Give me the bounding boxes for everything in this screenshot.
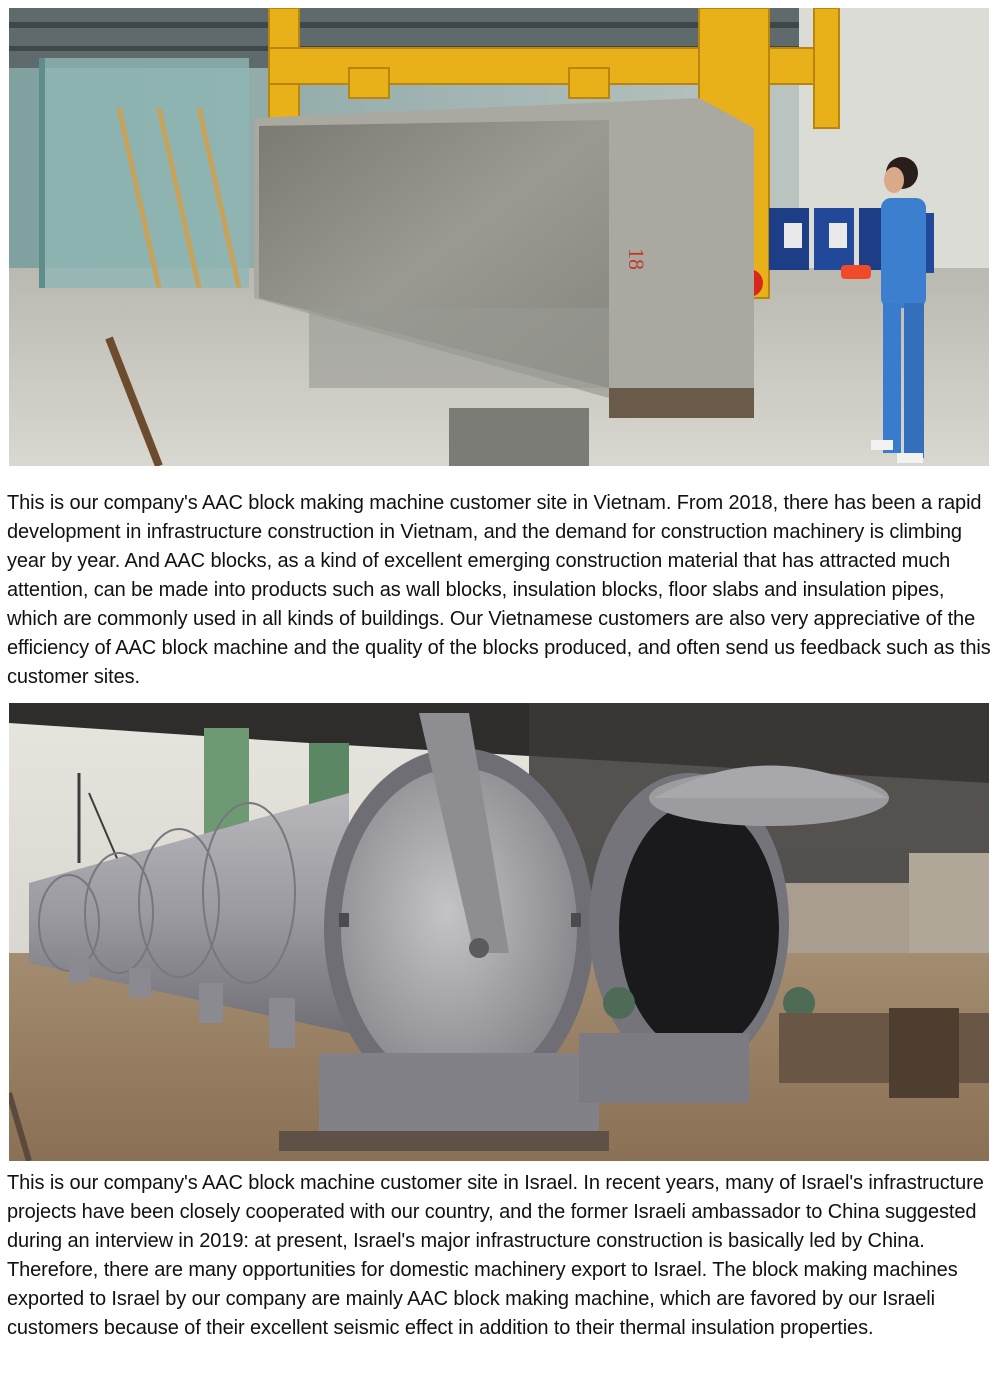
israel-site-photo bbox=[9, 703, 989, 1161]
block-marking: 18 bbox=[624, 248, 649, 270]
vietnam-site-photo bbox=[9, 8, 989, 466]
israel-caption: This is our company's AAC block machine customer site in Israel. In recent years, many of Israel's infrastructure projects have been closely cooperated with our country, and the former Israeli ambassador to China suggested during an interview in 2019: at present, Israel's major infrastructure construction is basically led by China. Therefore, there are many opportunities for domestic machinery export to Israel. The block making machines exported to Israel by our company are mainly AAC block making machine, which are favored by our Israeli customers because of their excellent seismic effect in addition to their thermal insulation properties. bbox=[7, 1172, 984, 1339]
vietnam-caption: This is our company's AAC block making machine customer site in Vietnam. From 2018, there has been a rapid development in infrastructure construction in Vietnam, and the demand for construction machinery is climbing year by year. And AAC blocks, as a kind of excellent emerging construction material that has attracted much attention, can be made into products such as wall blocks, insulation blocks, floor slabs and insulation pipes, which are commonly used in all kinds of buildings. Our Vietnamese customers are also very appreciative of the efficiency of AAC block machine and the quality of the blocks produced, and often send us feedback such as this customer sites. bbox=[7, 492, 991, 688]
